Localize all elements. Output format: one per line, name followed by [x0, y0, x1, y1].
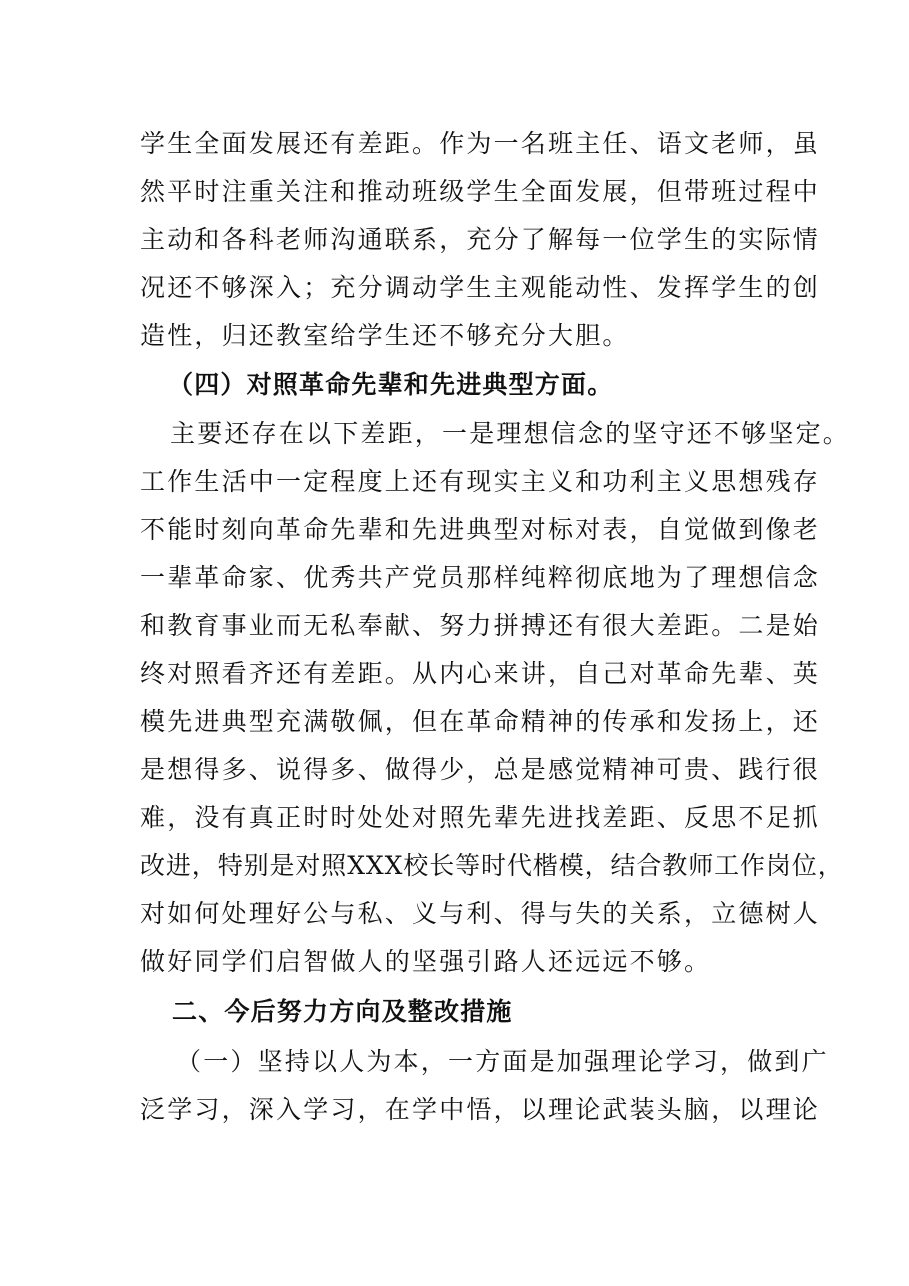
paragraph-line: 对如何处理好公与私、义与利、得与失的关系，立德树人	[140, 899, 821, 928]
paragraph-line: 模先进典型充满敬佩，但在革命精神的传承和发扬上，还	[140, 707, 821, 736]
paragraph-line: 做好同学们启智做人的坚强引路人还远远不够。	[140, 947, 712, 976]
paragraph-line: （一）坚持以人为本，一方面是加强理论学习，做到广	[176, 1047, 829, 1076]
paragraph-line: 主要还存在以下差距，一是理想信念的坚守还不够坚定。	[170, 419, 851, 448]
paragraph-line: 一辈革命家、优秀共产党员那样纯粹彻底地为了理想信念	[140, 563, 821, 592]
paragraph-line: 然平时注重关注和推动班级学生全面发展，但带班过程中	[140, 177, 821, 206]
section-heading-2: 二、今后努力方向及整改措施	[172, 997, 513, 1026]
paragraph-line: 造性，归还教室给学生还不够充分大胆。	[140, 321, 630, 350]
paragraph-line: 况还不够深入；充分调动学生主观能动性、发挥学生的创	[140, 273, 821, 302]
paragraph-line: 终对照看齐还有差距。从内心来讲，自己对革命先辈、英	[140, 659, 821, 688]
section-heading-4: （四）对照革命先辈和先进典型方面。	[168, 370, 614, 399]
paragraph-line: 改进，特别是对照XXX校长等时代楷模，结合教师工作岗位，	[140, 851, 844, 880]
paragraph-line: 难，没有真正时时处处对照先辈先进找差距、反思不足抓	[140, 803, 821, 832]
paragraph-line: 工作生活中一定程度上还有现实主义和功利主义思想残存	[140, 467, 821, 496]
paragraph-line: 是想得多、说得多、做得少，总是感觉精神可贵、践行很	[140, 755, 821, 784]
paragraph-line: 和教育事业而无私奉献、努力拼搏还有很大差距。二是始	[140, 611, 821, 640]
paragraph-line: 泛学习，深入学习，在学中悟，以理论武装头脑，以理论	[140, 1095, 821, 1124]
paragraph-line: 学生全面发展还有差距。作为一名班主任、语文老师，虽	[140, 129, 821, 158]
paragraph-line: 主动和各科老师沟通联系，充分了解每一位学生的实际情	[140, 225, 821, 254]
paragraph-line: 不能时刻向革命先辈和先进典型对标对表，自觉做到像老	[140, 515, 821, 544]
